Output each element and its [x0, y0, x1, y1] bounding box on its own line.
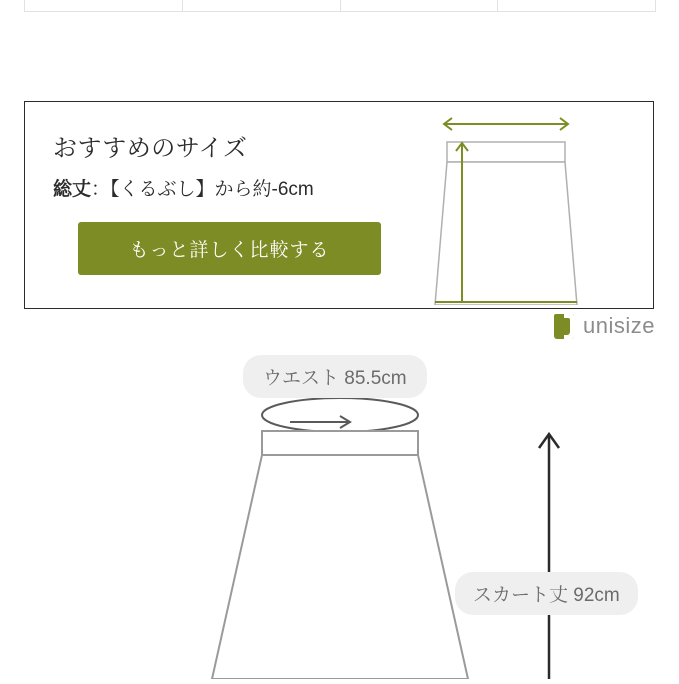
page-title: おすすめのサイズ: [53, 135, 248, 162]
recommended-size-box: [24, 101, 654, 309]
mini-skirt-illustration: [417, 110, 627, 305]
table-row: [25, 0, 656, 12]
cell-hip: [340, 0, 498, 12]
cell-waist-range: [182, 0, 340, 12]
measurement-diagram: [0, 340, 679, 679]
length-label: 総丈: [53, 179, 92, 200]
unisize-shield-icon: [554, 314, 574, 339]
skirt-length-chip: スカート丈 92cm: [455, 572, 638, 615]
unisize-label: unisize: [583, 313, 655, 338]
cell-size: [25, 0, 183, 12]
recommended-length-text: [53, 174, 314, 201]
waist-measurement-chip: ウエスト 85.5cm: [243, 355, 427, 398]
length-value: ：【くるぶし】から約-6cm: [91, 179, 314, 200]
size-table: [24, 0, 656, 12]
unisize-logo: [554, 313, 655, 339]
cell-length: [498, 0, 656, 12]
compare-button[interactable]: もっと詳しく比較する: [78, 222, 381, 275]
